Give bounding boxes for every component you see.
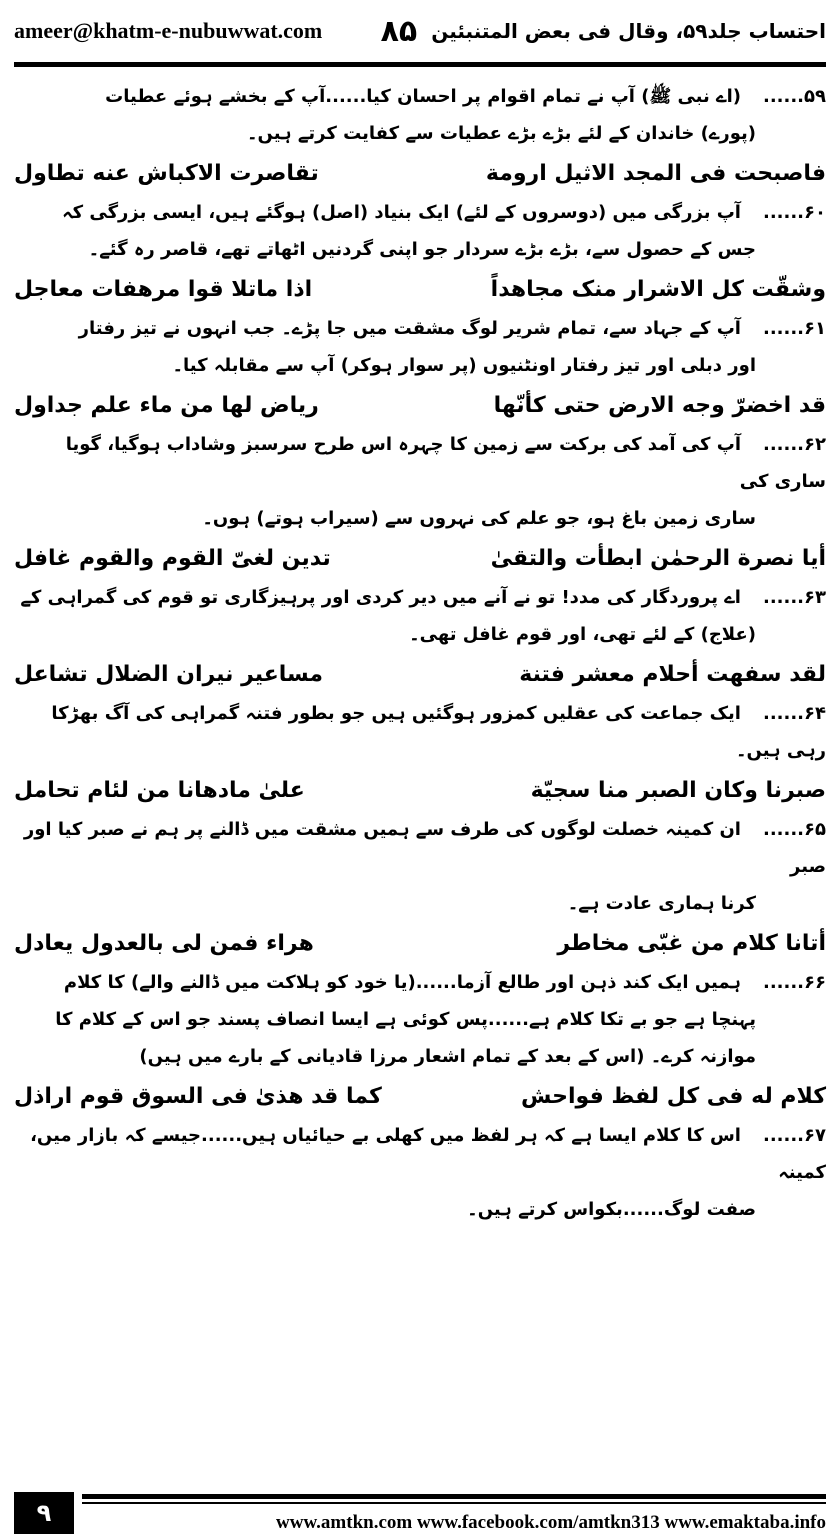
header-email: ameer@khatm-e-nubuwwat.com: [14, 18, 323, 43]
paragraph-line: ایک جماعت کی عقلیں کمزور ہوگئیں ہیں جو بطور فتنہ گمراہی کی آگ بھڑکا رہی ہیں۔: [51, 703, 826, 761]
paragraph-first-line: [14, 194, 826, 231]
couplet-first-hemistich: أیا نصرة الرحمٰن ابطأت والتقیٰ: [490, 545, 826, 571]
paragraph-first-line: [14, 695, 826, 769]
page-header: [14, 8, 826, 54]
verse-number: ۶۰......: [762, 202, 826, 223]
couplet-second-hemistich: اذا ماتلا قوا مرهفات معاجل: [14, 276, 313, 302]
paragraph-line: آپ کی آمد کی برکت سے زمین کا چہرہ اس طرح سرسبز وشاداب ہوگیا، گویا ساری کی: [65, 434, 826, 492]
couplet-first-hemistich: أتانا کلام من غبّی مخاطر: [557, 930, 826, 956]
couplet-first-hemistich: قد اخضرّ وجه الارض حتی کأنّها: [493, 392, 826, 418]
paragraph-line: موازنہ کرے۔ (اس کے بعد کے تمام اشعار مرزا قادیانی کے بارے میں ہیں): [139, 1046, 756, 1067]
verse-number: ۶۱......: [762, 318, 826, 339]
couplet: [14, 1075, 826, 1117]
paragraph-line: (پورے) خاندان کے لئے بڑے بڑے عطیات سے کفایت کرتے ہیں۔: [246, 123, 756, 144]
couplet: [14, 384, 826, 426]
couplet: [14, 152, 826, 194]
paragraph-line: (اے نبی ﷺ) آپ نے تمام اقوام پر احسان کیا......آپ کے بخشے ہوئے عطیات: [105, 86, 741, 107]
translation-paragraph: [14, 811, 826, 922]
header-rule: [14, 62, 826, 67]
verse-number: ۶۷......: [762, 1125, 826, 1146]
page-content: [14, 78, 826, 1483]
paragraph-first-line: [14, 426, 826, 500]
verse-number: ۶۲......: [762, 434, 826, 455]
paragraph-line: ہمیں ایک کند ذہن اور طالع آزما......(یا خود کو ہلاکت میں ڈالنے والے) کا کلام: [63, 972, 741, 993]
paragraph-line: آپ بزرگی میں (دوسروں کے لئے) ایک بنیاد (اصل) ہوگئے ہیں، ایسی بزرگی کہ: [62, 202, 741, 223]
verse-number: ۶۵......: [762, 819, 826, 840]
paragraph-first-line: [14, 78, 826, 115]
couplet-second-hemistich: تقاصرت الاکباش عنه تطاول: [14, 160, 319, 186]
verse-number: ۶۶......: [762, 972, 826, 993]
couplet: [14, 922, 826, 964]
translation-paragraph: [14, 78, 826, 152]
paragraph-first-line: [14, 811, 826, 885]
paragraph-line: آپ کے جہاد سے، تمام شریر لوگ مشقت میں جا پڑے۔ جب انہوں نے تیز رفتار: [78, 318, 741, 339]
couplet-second-hemistich: مساعیر نیران الضلال تشاعل: [14, 661, 324, 687]
footer-right: [74, 1492, 826, 1534]
verse-number: ۵۹......: [762, 86, 826, 107]
footer-urls: www.amtkn.com www.facebook.com/amtkn313 www.emaktaba.info: [276, 1512, 826, 1533]
couplet: [14, 537, 826, 579]
footer-number-box: ۹: [14, 1492, 74, 1534]
verse-number: ۶۳......: [762, 587, 826, 608]
verse-number: ۶۴......: [762, 703, 826, 724]
header-title: احتساب جلد۵۹، وقال فی بعض المتنبئین: [431, 19, 826, 43]
translation-paragraph: [14, 579, 826, 653]
paragraph-first-line: [14, 310, 826, 347]
paragraph-line: صفت لوگ......بکواس کرتے ہیں۔: [467, 1199, 756, 1220]
page-footer: [14, 1492, 826, 1534]
translation-paragraph: [14, 426, 826, 537]
couplet: [14, 653, 826, 695]
couplet-second-hemistich: ریاض لها من ماء علم جداول: [14, 392, 319, 418]
paragraph-line: ان کمینہ خصلت لوگوں کی طرف سے ہمیں مشقت میں ڈالنے پر ہم نے صبر کیا اور صبر: [23, 819, 826, 877]
couplet-second-hemistich: هراء فمن لی بالعدول یعادل: [14, 930, 314, 956]
couplet-first-hemistich: وشقّت کل الاشرار منک مجاهداً: [490, 276, 826, 302]
footer-rule-thin: [82, 1502, 826, 1504]
paragraph-line: اے پروردگار کی مدد! تو نے آنے میں دیر کردی اور پرہیزگاری تو قوم کی گمراہی کے: [20, 587, 741, 608]
couplet-second-hemistich: تدین لغیّ القوم والقوم غافل: [14, 545, 331, 571]
paragraph-line: اور دبلی اور تیز رفتار اونٹنیوں (پر سوار ہوکر) آپ سے مقابلہ کیا۔: [172, 355, 756, 376]
page-number: ۸۵: [380, 13, 418, 49]
translation-paragraph: [14, 194, 826, 268]
translation-paragraph: [14, 1117, 826, 1228]
paragraph-first-line: [14, 579, 826, 616]
translation-paragraph: [14, 964, 826, 1075]
paragraph-first-line: [14, 1117, 826, 1191]
paragraph-line: (علاج) کے لئے تھی، اور قوم غافل تھی۔: [409, 624, 756, 645]
header-left: [14, 18, 322, 44]
paragraph-line: اس کا کلام ایسا ہے کہ ہر لفظ میں کھلی بے حیائیاں ہیں......جیسے کہ بازار میں، کمینہ: [30, 1125, 826, 1183]
couplet-second-hemistich: علیٰ مادهانا من لئام تحامل: [14, 777, 305, 803]
couplet-second-hemistich: کما قد هذیٰ فی السوق قوم اراذل: [14, 1083, 382, 1109]
translation-paragraph: [14, 310, 826, 384]
couplet-first-hemistich: کلام له فی کل لفظ فواحش: [521, 1083, 826, 1109]
couplet: [14, 769, 826, 811]
paragraph-line: پہنچا ہے جو بے تکا کلام ہے......پس کوئی ہے ایسا انصاف پسند جو اس کے کلام کا: [55, 1009, 756, 1030]
translation-paragraph: [14, 695, 826, 769]
paragraph-line: جس کے حصول سے، بڑے بڑے سردار جو اپنی گردنیں اٹھاتے تھے، قاصر رہ گئے۔: [88, 239, 756, 260]
couplet-first-hemistich: لقد سفهت أحلام معشر فتنة: [519, 661, 826, 687]
couplet-first-hemistich: صبرنا وکان الصبر منا سجیّة: [530, 777, 826, 803]
couplet-first-hemistich: فاصبحت فی المجد الاثیل ارومة: [485, 160, 826, 186]
footer-rule: [82, 1494, 826, 1499]
paragraph-line: کرنا ہماری عادت ہے۔: [567, 893, 756, 914]
paragraph-line: ساری زمین باغ ہو، جو علم کی نہروں سے (سیراب ہوتے) ہوں۔: [202, 508, 756, 529]
paragraph-first-line: [14, 964, 826, 1001]
couplet: [14, 268, 826, 310]
